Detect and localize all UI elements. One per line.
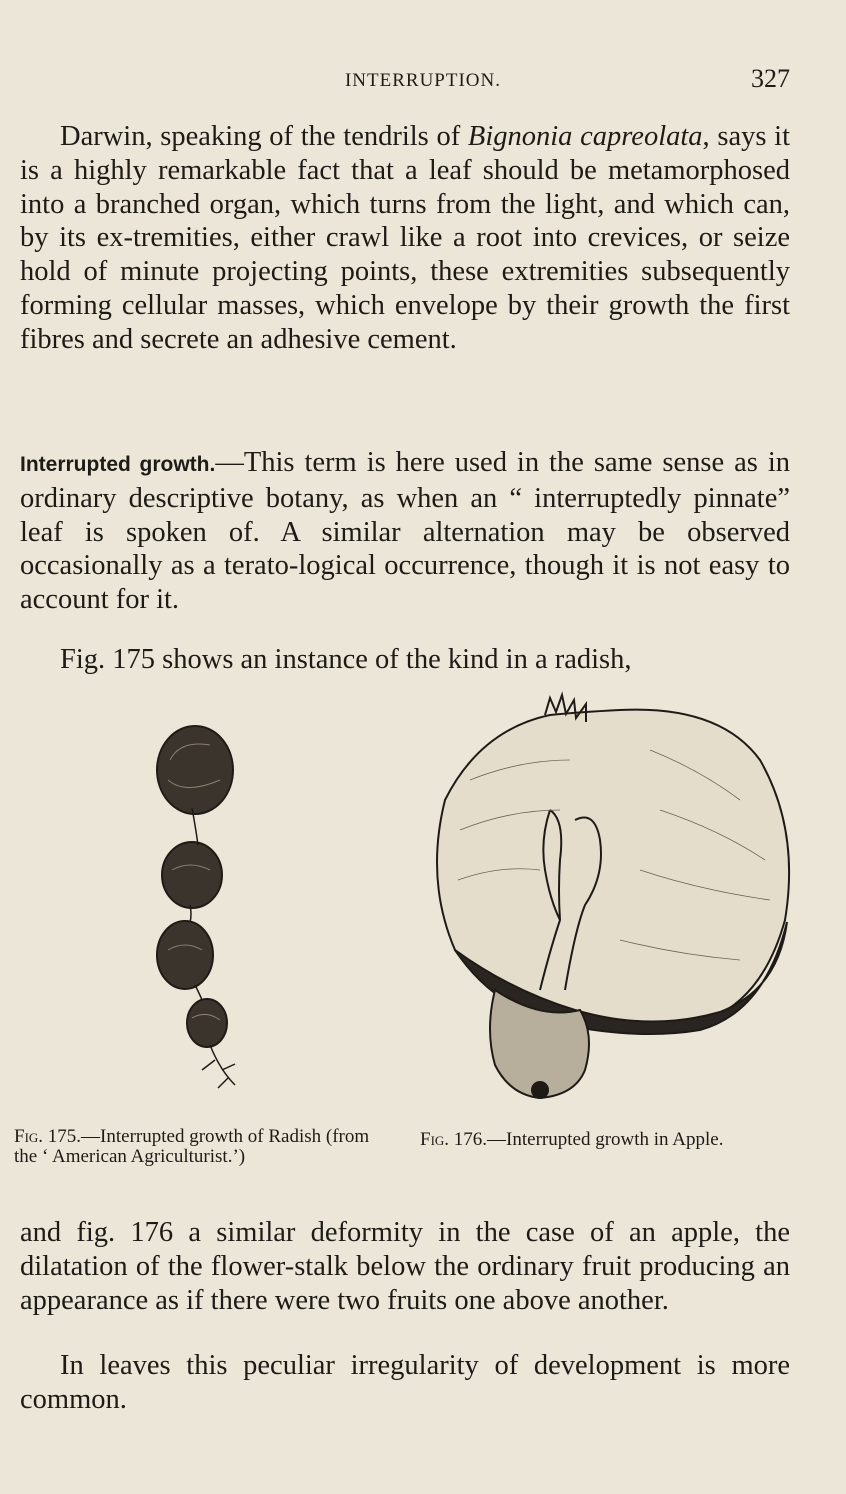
fig-175-caption-text: 175.—Interrupted growth of Radish (from the ‘ American Agriculturist.’)	[14, 1126, 370, 1167]
paragraph-leaves: In leaves this peculiar irregularity of development is more common.	[20, 1350, 790, 1415]
figure-176-apple	[400, 690, 810, 1110]
page-number: 327	[751, 64, 790, 93]
fig-176-caption-text: 176.—Interrupted growth in Apple.	[449, 1129, 724, 1150]
paragraph-interrupted-growth	[20, 446, 790, 617]
figure-175-radish	[140, 700, 260, 1100]
section-heading: Interrupted growth.	[20, 453, 216, 476]
p1-text-b: , says it is a highly remarkable fact that a leaf should be metamorphosed into a branched organ, which turns from the light, and which can, by its ex-tremities, either crawl like a root into crevices, or seize hold of minute projecting points, these extremities subsequently forming cellular masses, which envelope by their growth the first fibres and secrete an adhesive cement.	[20, 121, 790, 355]
radish-bulb-2	[162, 842, 222, 908]
figure-176-caption	[420, 1130, 800, 1150]
apple-eye	[532, 1082, 548, 1098]
running-title: INTERRUPTION.	[344, 70, 502, 91]
p1-text-a: Darwin, speaking of the tendrils of	[60, 121, 468, 152]
fig-176-label: Fig.	[420, 1129, 450, 1150]
figure-175-caption	[14, 1127, 384, 1167]
radish-bulb-1	[157, 726, 233, 814]
p2-text: —This term is here used in the same sense as in ordinary descriptive botany, as when an “ interruptedly pinnate” leaf is spoken of. A similar alternation may be observed occasionally as a terato-logical occurrence, though it is not easy to account for it.	[20, 447, 790, 616]
radish-bulb-3	[157, 921, 213, 989]
radish-bulb-4	[187, 999, 227, 1047]
paragraph-darwin-tendrils	[20, 120, 790, 357]
species-name: Bignonia capreolata	[467, 121, 703, 152]
paragraph-fig-175-intro: Fig. 175 shows an instance of the kind in a radish,	[60, 644, 632, 675]
fig-175-label: Fig.	[14, 1126, 44, 1147]
paragraph-apple-deformity: and fig. 176 a similar deformity in the case of an apple, the dilatation of the flower-stalk below the ordinary fruit producing an appearance as if there were two fruits one above another.	[20, 1217, 790, 1316]
